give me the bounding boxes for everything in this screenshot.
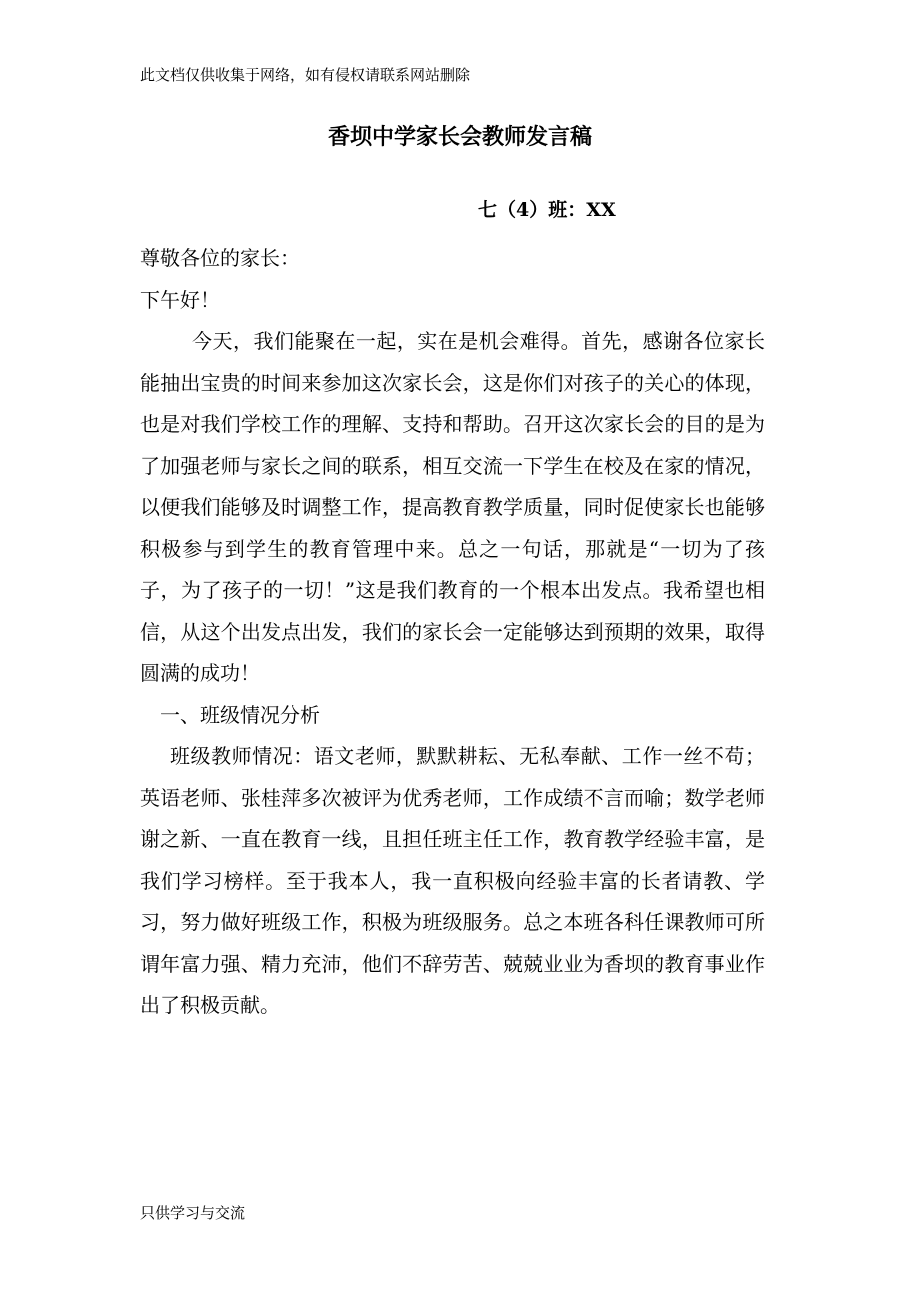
teacher-situation-paragraph: 班级教师情况：语文老师，默默耕耘、无私奉献、工作一丝不苟；英语老师、张桂萍多次被评为优秀老师，工作成绩不言而喻；数学老师谢之新、一直在教育一线，且担任班主任工作，教育教学经验丰富，是我们学习榜样。至于我本人，我一直积极向经验丰富的长者请教、学习，努力做好班级工作，积极为班级服务。总之本班各科任课教师可所谓年富力强、精力充沛，他们不辞劳苦、兢兢业业为香坝的教育事业作出了积极贡献。 xyxy=(140,744,765,1017)
salutation: 尊敬各位的家长： xyxy=(140,246,300,270)
document-body xyxy=(140,238,765,1027)
section-heading: 一、班级情况分析 xyxy=(160,702,320,727)
footer-disclaimer: 只供学习与交流 xyxy=(140,1204,246,1222)
greeting: 下午好！ xyxy=(140,287,220,312)
document-title: 香坝中学家长会教师发言稿 xyxy=(327,124,592,150)
class-author-line: 七（4）班：XX xyxy=(478,199,616,221)
opening-paragraph: 今天，我们能聚在一起，实在是机会难得。首先，感谢各位家长能抽出宝贵的时间来参加这次家长会，这是你们对孩子的关心的体现，也是对我们学校工作的理解、支持和帮助。召开这次家长会的目的是为了加强老师与家长之间的联系，相互交流一下学生在校及在家的情况，以便我们能够及时调整工作，提高教育教学质量，同时促使家长也能够积极参与到学生的教育管理中来。总之一句话，那就是“一切为了孩子，为了孩子的一切！”这是我们教育的一个根本出发点。我希望也相信，从这个出发点出发，我们的家长会一定能够达到预期的效果，取得圆满的成功！ xyxy=(140,329,765,685)
header-disclaimer: 此文档仅供收集于网络，如有侵权请联系网站删除 xyxy=(140,66,471,84)
